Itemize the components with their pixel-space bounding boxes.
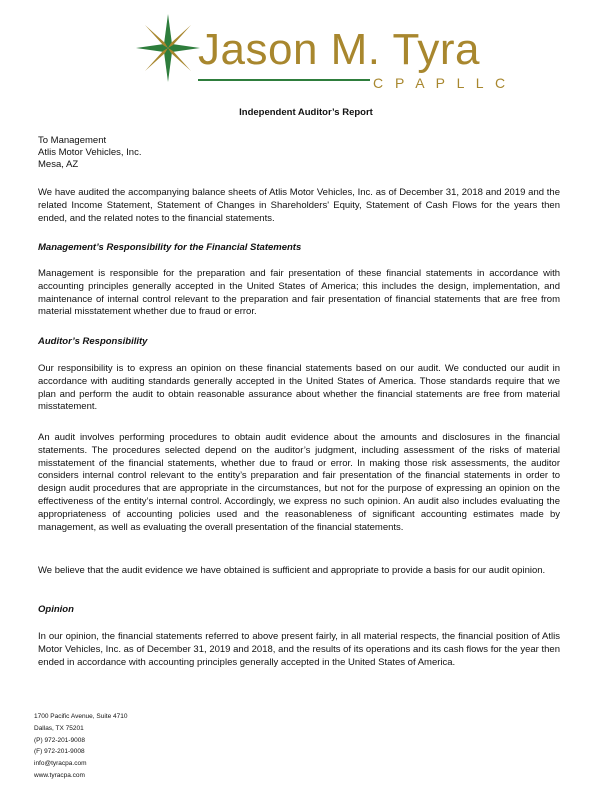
opinion-heading: Opinion: [38, 604, 74, 615]
footer-website[interactable]: www.tyracpa.com: [34, 771, 85, 779]
addressee-line: Mesa, AZ: [38, 159, 79, 170]
opinion-paragraph: In our opinion, the financial statements referred to above present fairly, in all material respects, the financial position of Atlis Motor Vehicles, Inc. as of December 31, 2019 and 2018, and the results of its operations and its cash flows for the year then ended in accordance with accounting principles generally accepted in the United States of America.: [38, 631, 560, 668]
management-heading: Management’s Responsibility for the Financial Statements: [38, 242, 302, 253]
footer-street: 1700 Pacific Avenue, Suite 4710: [34, 713, 128, 720]
addressee-line: To Management: [38, 135, 107, 146]
firm-subtitle: C P A P L L C: [370, 75, 512, 91]
report-title: Independent Auditor’s Report: [239, 107, 373, 118]
footer-contact: [34, 711, 127, 782]
auditor-heading: Auditor’s Responsibility: [38, 336, 148, 347]
firm-name: Jason M. Tyra: [198, 25, 481, 74]
footer-city: Dallas, TX 75201: [34, 724, 84, 732]
addressee-block: [38, 135, 141, 171]
audit-evidence-paragraph: We believe that the audit evidence we have obtained is sufficient and appropriate to provide a basis for our audit opinion.: [38, 565, 546, 576]
intro-paragraph: We have audited the accompanying balance sheets of Atlis Motor Vehicles, Inc. as of December 31, 2018 and 2019 and the related Income Statement, Statement of Changes in Shareholders' Equity, Statement of Cash Flows for the years then ended, and the related notes to the financial statements.: [38, 187, 560, 224]
addressee-line: Atlis Motor Vehicles, Inc.: [38, 147, 142, 158]
management-paragraph: Management is responsible for the preparation and fair presentation of these financial statements in accordance with accounting principles generally accepted in the United States of America; this includes the design, implementation, and maintenance of internal control relevant to the preparation and fair presentation of financial statements that are free from material misstatement whether due to fraud or error.: [38, 268, 560, 318]
footer-fax: (F) 972-201-9008: [34, 748, 85, 756]
audit-procedures-paragraph: An audit involves performing procedures to obtain audit evidence about the amounts and disclosures in the financial statements. The procedures selected depend on the auditor’s judgment, including assessment of the risks of material misstatement of the financial statements, whether due to fraud or error. In making those risk assessments, the auditor considers internal control relevant to the entity’s preparation and fair presentation of the financial statements in order to design audit procedures that are appropriate in the circumstances, but not for the purpose of expressing an opinion on the effectiveness of the entity’s internal control. Accordingly, we express no such opinion. An audit also includes evaluating the appropriateness of accounting policies used and the reasonableness of significant accounting estimates made by management, as well as evaluating the overall presentation of the financial statements.: [38, 432, 560, 533]
footer-phone: (P) 972-201-9008: [34, 736, 85, 744]
compass-star-icon: [136, 14, 200, 82]
footer-email[interactable]: info@tyracpa.com: [34, 760, 87, 768]
auditor-paragraph: Our responsibility is to express an opinion on these financial statements based on our audit. We conducted our audit in accordance with auditing standards generally accepted in the United States of America. Those standards require that we plan and perform the audit to obtain reasonable assurance about whether the financial statements are free from material misstatement.: [38, 363, 560, 413]
